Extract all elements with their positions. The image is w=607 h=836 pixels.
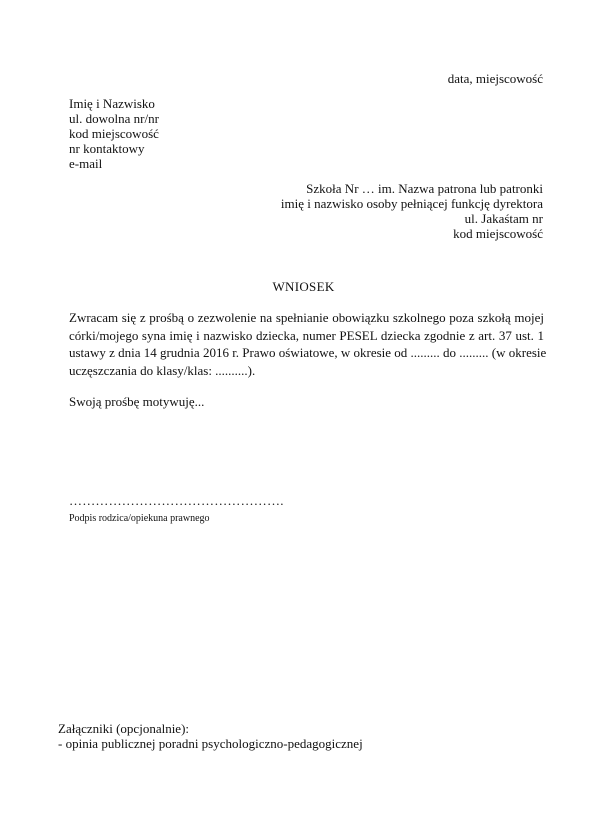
sender-phone: nr kontaktowy [69,141,145,156]
body-line: uczęszczania do klasy/klas: ..........). [69,362,256,378]
recipient-street: ul. Jakaśtam nr [464,211,543,226]
request-body [69,309,547,379]
recipient-director: imię i nazwisko osoby pełniącej funkcję dyrektora [280,196,543,211]
date-place: data, miejscowość [447,71,543,86]
body-line: Zwracam się z prośbą o zezwolenie na spełnianie obowiązku szkolnego poza szkołą mojej [69,310,544,325]
body-line: córki/mojego syna imię i nazwisko dziecka, numer PESEL dziecka zgodnie z art. 37 ust. 1 [69,327,544,343]
sender-email: e-mail [69,156,103,171]
sender-block [69,96,159,171]
motivation-text: Swoją prośbę motywuję... [69,394,205,409]
signature-line: …………………………………………. [69,493,284,508]
document-title: WNIOSEK [272,279,335,294]
attachments-block [58,721,363,751]
recipient-block [281,181,543,241]
sender-postal-city: kod miejscowość [69,126,159,141]
sender-name: Imię i Nazwisko [69,96,155,111]
signature-label: Podpis rodzica/opiekuna prawnego [69,513,210,524]
sender-street: ul. dowolna nr/nr [69,111,159,126]
recipient-school: Szkoła Nr … im. Nazwa patrona lub patronki [306,181,543,196]
attachment-item: - opinia publicznej poradni psychologiczno-pedagogicznej [58,736,363,751]
attachments-heading: Załączniki (opcjonalnie): [58,721,190,736]
recipient-postal-city: kod miejscowość [453,226,543,241]
body-line: ustawy z dnia 14 grudnia 2016 r. Prawo oświatowe, w okresie od ......... do ......... (w okresie [69,345,547,360]
